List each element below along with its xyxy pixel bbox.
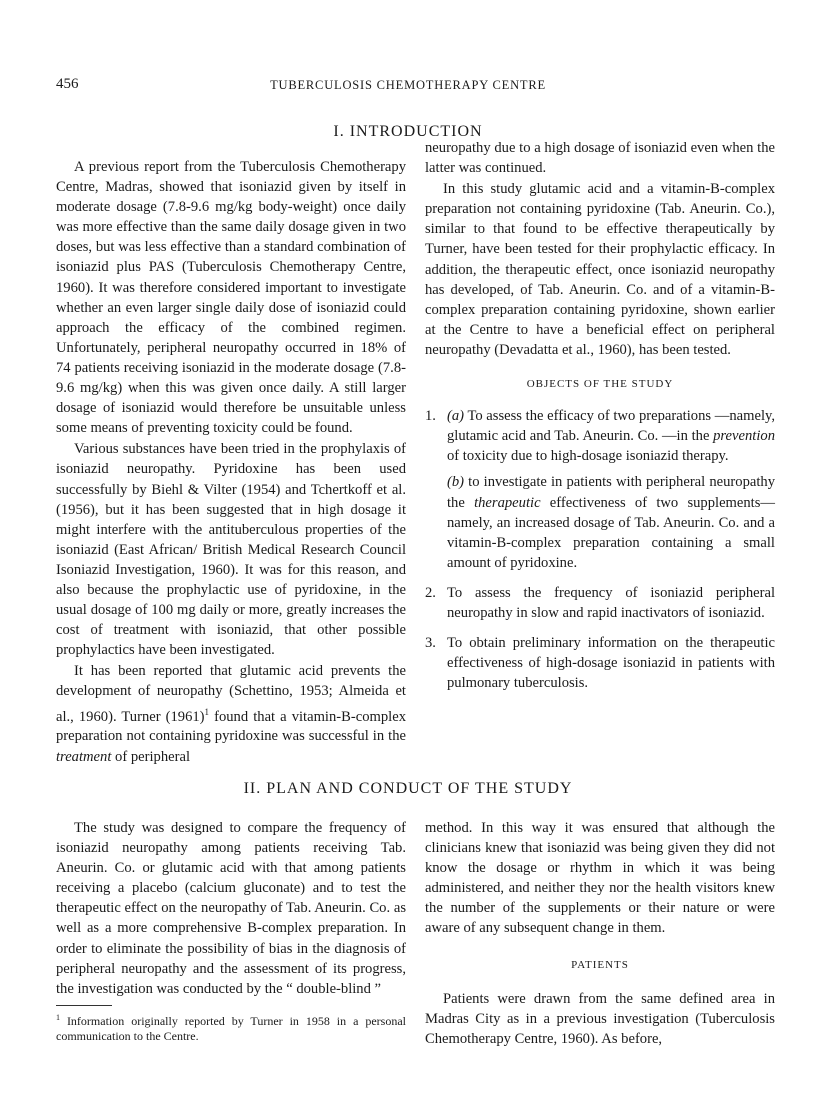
objective-number: 3. [425, 635, 436, 652]
item-label: (a) [447, 408, 465, 425]
plan-paragraph-1: The study was designed to compare the frequency of isoniazid neuropathy among patients receiving Tab. Aneurin. Co. or glutamic acid with that among patients receiving a placebo (calcium gluconate) and to test the therapeutic effect on the neuropathy of Tab. Aneurin. Co. as well as a more comprehensive B-complex preparation. In order to eliminate the possibility of bias in the diagnosis of peripheral neuropathy and the assessment of its progress, the investigation was conducted by the “ double-blind ” [56, 820, 406, 997]
text-run: of toxicity due to high-dosage isoniazid therapy. [447, 448, 729, 465]
objective-2 [425, 583, 775, 623]
plan-left-column [56, 818, 406, 999]
objective-1a [447, 406, 775, 466]
emphasis: treatment [56, 748, 112, 765]
footnote-text: Information originally reported by Turner in 1958 in a personal communication to the Centre. [56, 1014, 406, 1043]
intro-right-column [425, 138, 775, 703]
footnote-marker: 1 [56, 1013, 60, 1022]
emphasis: therapeutic [474, 494, 541, 511]
patients-paragraph: Patients were drawn from the same defined area in Madras City as in a previous investigation (Tuberculosis Chemotherapy Centre, 1960). As before, [425, 990, 775, 1047]
objective-number: 2. [425, 584, 436, 601]
page-number: 456 [56, 76, 79, 92]
item-label: (b) [447, 474, 465, 491]
objective-1b [447, 472, 775, 572]
patients-heading: PATIENTS [571, 958, 629, 971]
intro-left-column [56, 157, 406, 767]
intro-continuation: neuropathy due to a high dosage of isoniazid even when the latter was continued. [425, 140, 775, 177]
text-run: It has been reported that glutamic acid prevents the development of neuropathy (Schettino, 1953; Almeida et al., 1960). Turner (1961) [56, 663, 406, 725]
intro-paragraph-3 [56, 661, 406, 766]
footnote [56, 1010, 406, 1044]
section-heading-plan: II. PLAN AND CONDUCT OF THE STUDY [243, 780, 573, 797]
text-run: To assess the efficacy of two preparations —namely, glutamic acid and Tab. Aneurin. Co. —in the [447, 408, 775, 445]
footnote-ref: 1 [204, 706, 210, 717]
text-run: found that a vitamin-B-complex preparation not containing pyridoxine was successful in the [56, 708, 406, 745]
objective-3-text: To obtain preliminary information on the therapeutic effectiveness of high-dosage isoniazid in patients with pulmonary tuberculosis. [447, 635, 775, 692]
intro-paragraph-2: Various substances have been tried in the prophylaxis of isoniazid neuropathy. Pyridoxine has been used successfully by Biehl & Vilter (1954) and Tchertkoff et al. (1956), but it has been suggested that in high dosage it might interfere with the antituberculous properties of the isoniazid (East African/ British Medical Research Council Isoniazid Investigation, 1960). It was for this reason, and also because the prophylactic use of pyridoxine, in the usual dosage of 100 mg daily or more, greatly increases the cost of treatment with isoniazid, that other possible prophylactics have been investigated. [56, 441, 406, 659]
text-run: of peripheral [111, 748, 190, 765]
text-run: effectiveness of two supplements—namely, an increased dosage of Tab. Aneurin. Co. and a vitamin-B-complex preparation containing a small amount of pyridoxine. [447, 494, 775, 571]
objective-1 [425, 406, 775, 573]
objective-3 [425, 633, 775, 693]
emphasis: prevention [713, 428, 775, 445]
objective-2-text: To assess the frequency of isoniazid peripheral neuropathy in slow and rapid inactivators of isoniazid. [447, 584, 775, 621]
text-run: to investigate in patients with peripheral neuropathy the [447, 474, 775, 511]
plan-right-column [425, 818, 775, 1049]
plan-continuation: method. In this way it was ensured that although the clinicians knew that isoniazid was being given they did not know the dosage or rhythm in which it was being administered, and neither they nor the health visitors knew the number of the supplements or their nature or were aware of any subsequent change in them. [425, 820, 775, 937]
intro-paragraph-1: A previous report from the Tuberculosis Chemotherapy Centre, Madras, showed that isoniazid given by itself in moderate dosage (7.8-9.6 mg/kg body-weight) once daily was more effective than the same daily dosage given in two doses, but was less effective than a standard combination of isoniazid plus PAS (Tuberculosis Chemotherapy Centre, 1960). It was therefore considered important to investigate whether an even larger single daily dose of isoniazid could approach the efficacy of the combined regimen. Unfortunately, peripheral neuropathy occurred in 18% of 74 patients receiving isoniazid in the moderate dosage (7.8-9.6 mg/kg) when this was given once daily. A still larger dosage of isoniazid would therefore be unsuitable unless some means of preventing toxicity could be found. [56, 159, 406, 437]
section-heading-introduction: I. INTRODUCTION [333, 123, 483, 140]
footnote-rule [56, 1005, 112, 1006]
objects-heading: OBJECTS OF THE STUDY [526, 378, 674, 391]
intro-paragraph-4: In this study glutamic acid and a vitamin-B-complex preparation not containing pyridoxine (Tab. Aneurin. Co.), similar to that found to be effective therapeutically by Turner, have been tested for their prophylactic efficacy. In addition, the therapeutic effect, once isoniazid neuropathy has developed, of Tab. Aneurin. Co. and of a vitamin-B-complex preparation containing pyridoxine, shown earlier at the Centre to have a beneficial effect on peripheral neuropathy (Devadatta et al., 1960), has been tested. [425, 181, 775, 358]
objective-number: 1. [425, 408, 436, 425]
running-title: TUBERCULOSIS CHEMOTHERAPY CENTRE [270, 78, 546, 92]
